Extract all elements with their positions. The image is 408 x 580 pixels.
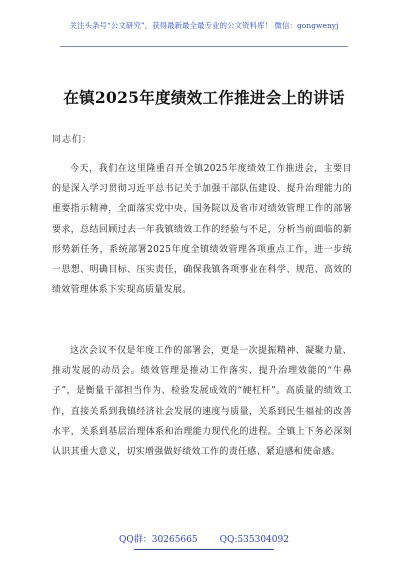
footer-underline (134, 549, 274, 550)
header-divider (60, 46, 348, 47)
document-title: 在镇2025年度绩效工作推进会上的讲话 (63, 88, 345, 107)
paragraph-2: 这次会议不仅是年度工作的部署会，更是一次提振精神、凝聚力量、推动发展的动员会。绩效管理是推动工作落实、提升治理效能的“牛鼻子”，是衡量干部担当作为、检验发展成效的“硬杠杆”。高质量的绩效工作，直接关系到我镇经济社会发展的速度与质量，关系到民生福祉的改善水平，关系到基层治理体系和治理能力现代化的进程。全镇上下务必深刻认识其重大意义，切实增强做好绩效工作的责任感、紧迫感和使命感。 (52, 346, 352, 458)
paragraph-1: 今天，我们在这里隆重召开全镇2025年度绩效工作推进会，主要目的是深入学习贯彻习近平总书记关于加强干部队伍建设、提升治理能力的重要指示精神，全面落实党中央、国务院以及省市对绩效管理工作的部署要求，总结回顾过去一年我镇绩效工作的经验与不足，分析当前面临的新形势新任务，系统部署2025年度全镇绩效管理各项重点工作，进一步统一思想、明确目标、压实责任，确保我镇各项事业在科学、规范、高效的绩效管理体系下实现高质量发展。 (52, 164, 352, 296)
footer-contact (0, 532, 408, 545)
footer-qq-group: QQ群：30265665 (119, 535, 198, 545)
salutation: 同志们： (52, 135, 93, 145)
header-promo-note: 关注头条号“公文研究”，获得最新最全最专业的公文资料库！ 微信：gongwenyj (69, 21, 339, 30)
footer-qq-contact: QQ:535304092 (219, 535, 289, 545)
